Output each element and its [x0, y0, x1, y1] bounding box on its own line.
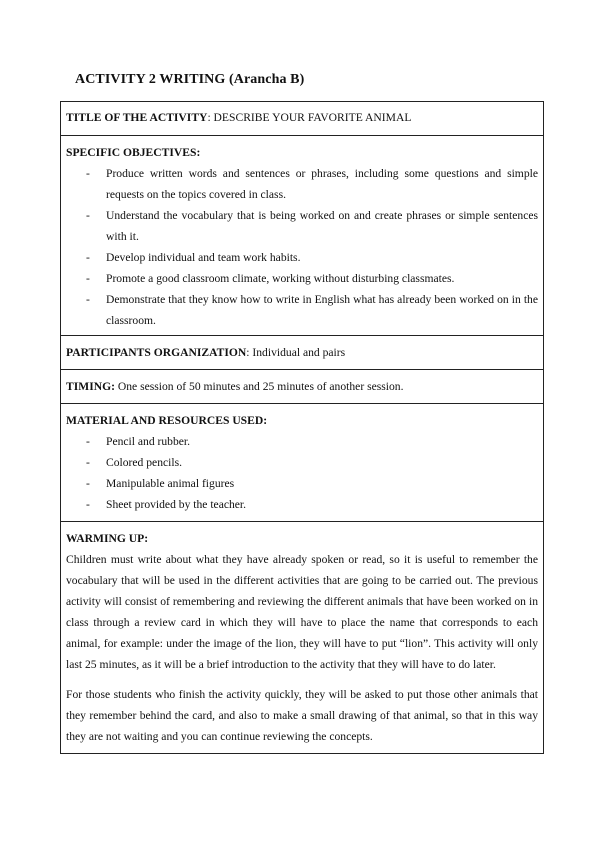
participants-label: PARTICIPANTS ORGANIZATION [66, 346, 247, 359]
objectives-row [61, 136, 543, 336]
title-row [61, 102, 543, 136]
list-item: - Sheet provided by the teacher. [86, 494, 538, 515]
list-item: - Manipulable animal figures [86, 473, 538, 494]
list-item: - Colored pencils. [86, 452, 538, 473]
participants-value: : Individual and pairs [246, 346, 346, 359]
timing-label: TIMING: [66, 380, 115, 393]
timing-row [61, 370, 543, 404]
list-item: - Develop individual and team work habits. [86, 247, 538, 268]
document-heading: ACTIVITY 2 WRITING (Arancha B) [75, 72, 305, 87]
list-item: - Promote a good classroom climate, working without disturbing classmates. [86, 268, 538, 289]
objectives-list [66, 163, 538, 331]
title-label: TITLE OF THE ACTIVITY [66, 111, 208, 124]
materials-label: MATERIAL AND RESOURCES USED: [66, 414, 268, 427]
participants-row [61, 336, 543, 370]
title-value: : DESCRIBE YOUR FAVORITE ANIMAL [207, 111, 412, 124]
warming-up-paragraph-2: For those students who finish the activity quickly, they will be asked to put those other animals that they remember behind the card, and also to make a small drawing of that animal, so that in this way they are not waiting and you can continue reviewing the concepts. [66, 688, 538, 743]
list-item: - Pencil and rubber. [86, 431, 538, 452]
materials-list [66, 431, 538, 515]
warming-up-paragraph-1: Children must write about what they have already spoken or read, so it is useful to remember the vocabulary that will be used in the different activities that are going to be carried out. The previous activity will consist of remembering and reviewing the different animals that have been worked on in class through a review card in which they will have to place the name that corresponds to each animal, for example: under the image of the lion, they will have to put “lion”. This activity will only last 25 minutes, as it will be a brief introduction to the activity that they will have to do later. [66, 553, 538, 671]
list-item: - Produce written words and sentences or phrases, including some questions and simple requests on the topics covered in class. [86, 163, 538, 205]
warming-up-label: WARMING UP: [66, 532, 149, 545]
list-item: - Demonstrate that they know how to write in English what has already been worked on in the classroom. [86, 289, 538, 331]
materials-row [61, 404, 543, 522]
timing-value: One session of 50 minutes and 25 minutes of another session. [114, 380, 404, 393]
activity-table [60, 101, 544, 754]
warming-up-row [61, 522, 543, 754]
objectives-label: SPECIFIC OBJECTIVES: [66, 146, 201, 159]
list-item: - Understand the vocabulary that is being worked on and create phrases or simple sentences with it. [86, 205, 538, 247]
